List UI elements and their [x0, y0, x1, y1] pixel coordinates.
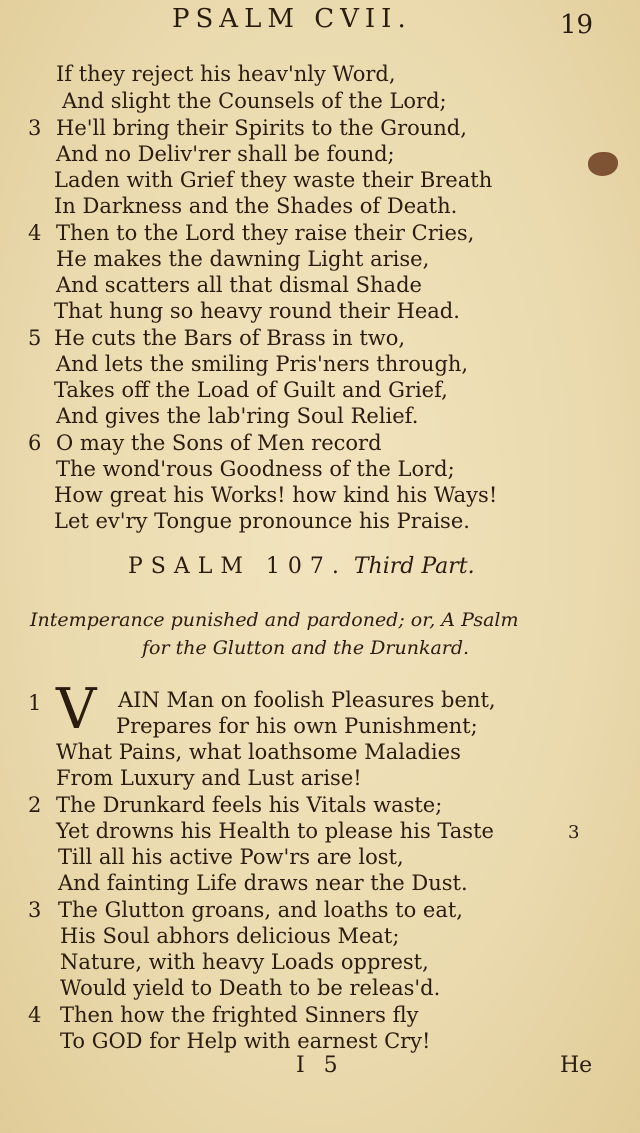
verse-line: He makes the dawning Light arise,	[56, 247, 430, 271]
verse-line: Let ev'ry Tongue pronounce his Praise.	[54, 509, 470, 533]
margin-note: 3	[568, 822, 580, 843]
signature-mark: I 5	[296, 1053, 344, 1078]
running-title: PSALM CVII.	[172, 4, 412, 34]
verse-line: From Luxury and Lust arise!	[56, 766, 362, 790]
verse-line: Prepares for his own Punishment;	[116, 714, 478, 738]
argument-line: Intemperance punished and pardoned; or, A Psalm	[30, 609, 519, 631]
verse-line: If they reject his heav'nly Word,	[56, 62, 396, 86]
verse-line: In Darkness and the Shades of Death.	[54, 194, 458, 218]
verse-line: He'll bring their Spirits to the Ground,	[56, 116, 467, 140]
verse-line: Laden with Grief they waste their Breath	[54, 168, 493, 192]
verse-line: To GOD for Help with earnest Cry!	[60, 1029, 431, 1053]
verse-number: 3	[28, 116, 42, 140]
verse-line: The Drunkard feels his Vitals waste;	[56, 793, 443, 817]
verse-line: O may the Sons of Men record	[56, 431, 382, 455]
catchword: He	[560, 1053, 593, 1078]
argument-line: for the Glutton and the Drunkard.	[142, 637, 470, 659]
verse-line: And fainting Life draws near the Dust.	[58, 871, 468, 895]
verse-line: What Pains, what loathsome Maladies	[56, 740, 461, 764]
verse-number: 3	[28, 898, 42, 922]
verse-line: And gives the lab'ring Soul Relief.	[56, 404, 419, 428]
verse-line: How great his Works! how kind his Ways!	[54, 483, 498, 507]
verse-line: Would yield to Death to be releas'd.	[60, 976, 441, 1000]
section-part: Third Part.	[353, 554, 475, 579]
verse-line: The wond'rous Goodness of the Lord;	[56, 457, 455, 481]
verse-line: Then to the Lord they raise their Cries,	[56, 221, 475, 245]
verse-line: Then how the frighted Sinners fly	[60, 1003, 419, 1027]
section-heading	[128, 554, 475, 579]
verse-line: His Soul abhors delicious Meat;	[60, 924, 400, 948]
verse-line: He cuts the Bars of Brass in two,	[54, 326, 406, 350]
verse-line: Yet drowns his Health to please his Taste	[56, 819, 494, 843]
section-title: PSALM 107.	[128, 554, 347, 579]
verse-line: That hung so heavy round their Head.	[54, 299, 460, 323]
verse-line: And scatters all that dismal Shade	[56, 273, 422, 297]
verse-line: And no Deliv'rer shall be found;	[56, 142, 395, 166]
page-number: 19	[560, 10, 594, 40]
verse-line: Till all his active Pow'rs are lost,	[58, 845, 404, 869]
verse-line: The Glutton groans, and loaths to eat,	[58, 898, 463, 922]
verse-number: 4	[28, 221, 42, 245]
verse-number: 4	[28, 1003, 42, 1027]
verse-line: AIN Man on foolish Pleasures bent,	[118, 688, 496, 712]
verse-number: 2	[28, 793, 42, 817]
drop-capital: V	[56, 677, 97, 742]
verse-number: 6	[28, 431, 42, 455]
verse-line: And slight the Counsels of the Lord;	[62, 89, 447, 113]
verse-line: Nature, with heavy Loads opprest,	[60, 950, 429, 974]
verse-number: 1	[28, 691, 42, 715]
verse-line: And lets the smiling Pris'ners through,	[56, 352, 469, 376]
ink-stain	[588, 152, 618, 176]
verse-number: 5	[28, 326, 42, 350]
verse-line: Takes off the Load of Guilt and Grief,	[54, 378, 448, 402]
